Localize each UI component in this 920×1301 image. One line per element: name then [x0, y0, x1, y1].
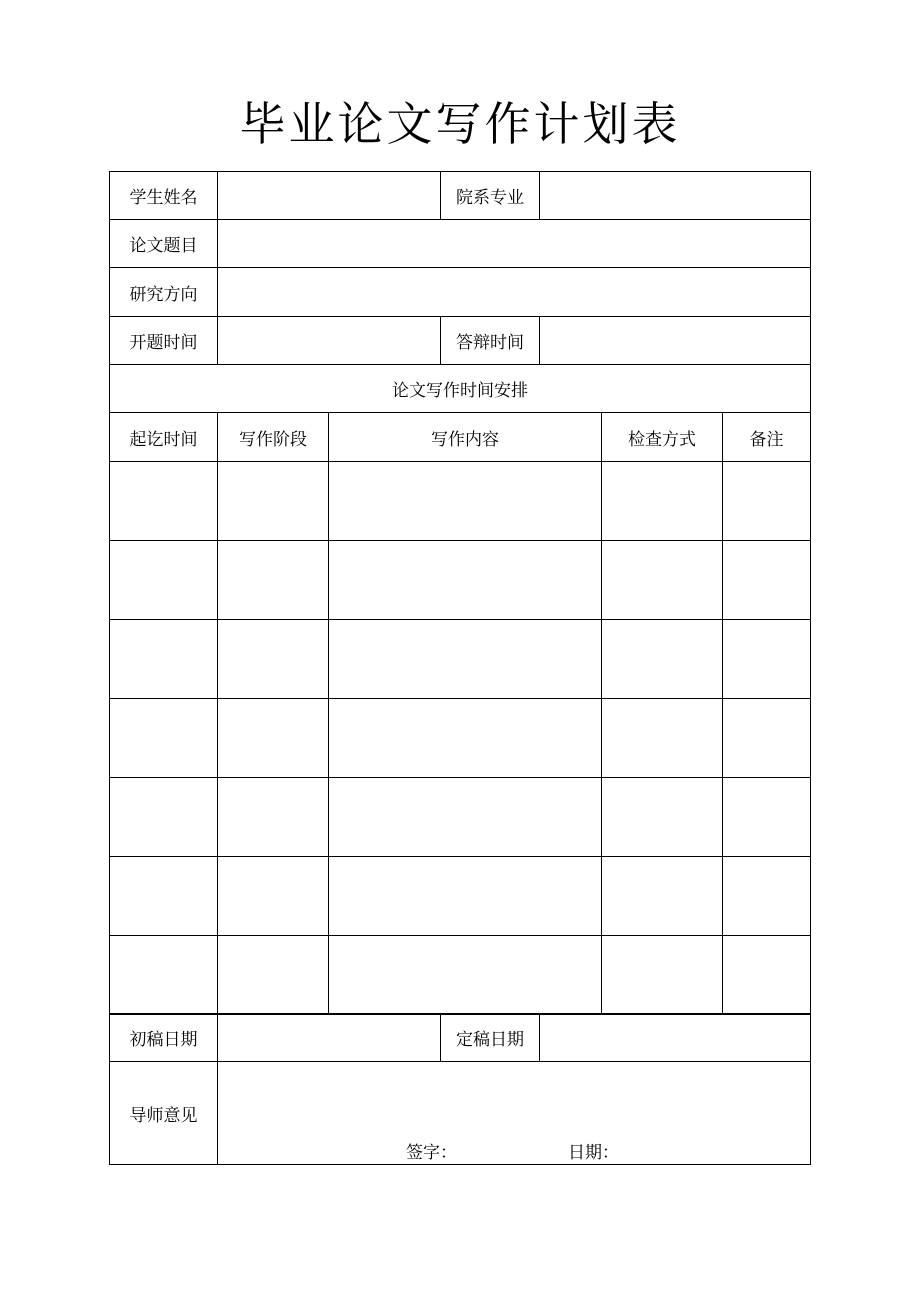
schedule-cell-period[interactable]	[109, 777, 218, 857]
column-header-content: 写作内容	[328, 412, 602, 462]
schedule-cell-period[interactable]	[109, 856, 218, 936]
signature-label: 签字：	[406, 1143, 457, 1163]
schedule-cell-notes[interactable]	[722, 777, 811, 857]
advisor-opinion-field[interactable]	[217, 1061, 811, 1165]
thesis-title-label: 论文题目	[109, 219, 218, 268]
research-direction-label: 研究方向	[109, 267, 218, 317]
defense-time-label: 答辩时间	[440, 316, 540, 365]
schedule-cell-stage[interactable]	[217, 777, 329, 857]
student-name-label: 学生姓名	[109, 171, 218, 220]
schedule-cell-notes[interactable]	[722, 698, 811, 778]
schedule-cell-stage[interactable]	[217, 619, 329, 699]
schedule-cell-period[interactable]	[109, 540, 218, 620]
schedule-cell-period[interactable]	[109, 935, 218, 1015]
student-name-field[interactable]	[217, 171, 441, 220]
proposal-time-field[interactable]	[217, 316, 441, 365]
schedule-cell-content[interactable]	[328, 461, 602, 541]
schedule-cell-content[interactable]	[328, 540, 602, 620]
column-header-stage: 写作阶段	[217, 412, 329, 462]
schedule-cell-notes[interactable]	[722, 540, 811, 620]
research-direction-field[interactable]	[217, 267, 811, 317]
department-major-field[interactable]	[539, 171, 811, 220]
schedule-cell-content[interactable]	[328, 619, 602, 699]
first-draft-date-field[interactable]	[217, 1013, 441, 1062]
schedule-cell-check-method[interactable]	[601, 777, 723, 857]
page-title: 毕业论文写作计划表	[239, 97, 681, 151]
schedule-cell-stage[interactable]	[217, 698, 329, 778]
schedule-cell-content[interactable]	[328, 777, 602, 857]
schedule-cell-stage[interactable]	[217, 856, 329, 936]
schedule-cell-check-method[interactable]	[601, 856, 723, 936]
schedule-cell-check-method[interactable]	[601, 619, 723, 699]
final-draft-date-field[interactable]	[539, 1013, 811, 1062]
schedule-cell-check-method[interactable]	[601, 461, 723, 541]
date-label: 日期：	[568, 1143, 619, 1163]
schedule-cell-notes[interactable]	[722, 856, 811, 936]
schedule-cell-stage[interactable]	[217, 461, 329, 541]
schedule-cell-check-method[interactable]	[601, 935, 723, 1015]
proposal-time-label: 开题时间	[109, 316, 218, 365]
first-draft-date-label: 初稿日期	[109, 1013, 218, 1062]
advisor-opinion-label: 导师意见	[109, 1061, 218, 1165]
schedule-cell-notes[interactable]	[722, 935, 811, 1015]
schedule-cell-content[interactable]	[328, 856, 602, 936]
schedule-cell-check-method[interactable]	[601, 698, 723, 778]
defense-time-field[interactable]	[539, 316, 811, 365]
schedule-cell-content[interactable]	[328, 935, 602, 1015]
schedule-cell-check-method[interactable]	[601, 540, 723, 620]
form-grid	[109, 171, 811, 1165]
department-major-label: 院系专业	[440, 171, 540, 220]
schedule-cell-period[interactable]	[109, 461, 218, 541]
schedule-cell-notes[interactable]	[722, 619, 811, 699]
schedule-cell-period[interactable]	[109, 619, 218, 699]
advisor-opinion-text	[218, 1062, 810, 1074]
schedule-cell-stage[interactable]	[217, 540, 329, 620]
schedule-section-header: 论文写作时间安排	[109, 364, 811, 413]
schedule-cell-notes[interactable]	[722, 461, 811, 541]
schedule-cell-content[interactable]	[328, 698, 602, 778]
column-header-check-method: 检查方式	[601, 412, 723, 462]
schedule-cell-period[interactable]	[109, 698, 218, 778]
column-header-notes: 备注	[722, 412, 811, 462]
schedule-cell-stage[interactable]	[217, 935, 329, 1015]
final-draft-date-label: 定稿日期	[440, 1013, 540, 1062]
column-header-period: 起讫时间	[109, 412, 218, 462]
thesis-title-field[interactable]	[217, 219, 811, 268]
